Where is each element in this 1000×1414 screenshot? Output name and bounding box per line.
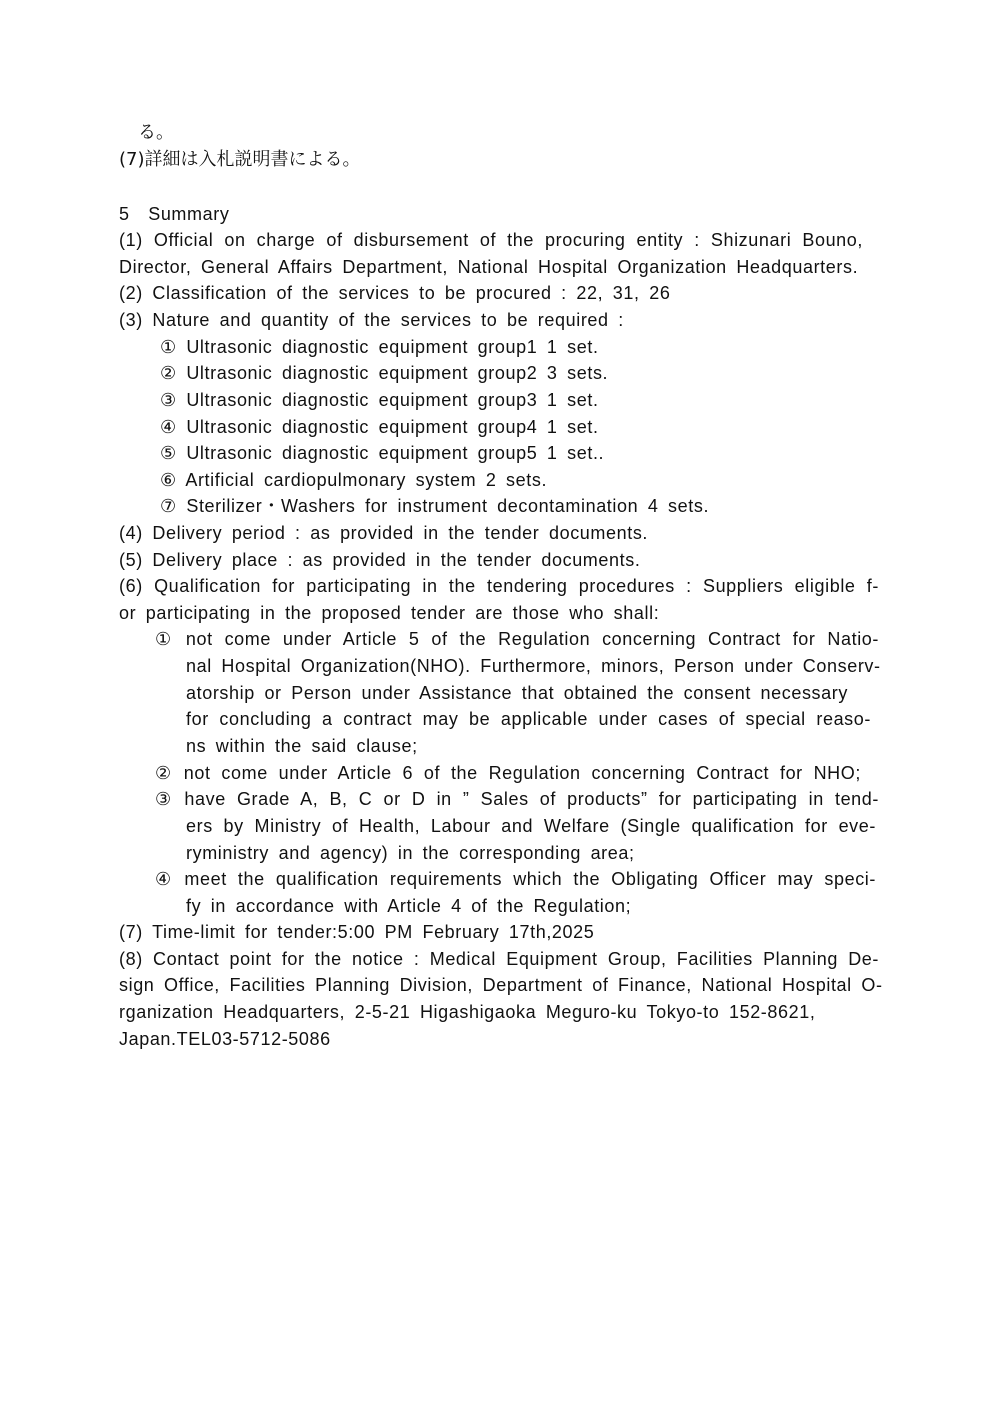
goods-item: ② Ultrasonic diagnostic equipment group2 3 sets.	[160, 363, 609, 383]
qualification-1-line: atorship or Person under Assistance that obtained the consent necessary	[186, 683, 848, 703]
item-8-line: rganization Headquarters, 2-5-21 Higashigaoka Meguro-ku Tokyo-to 152-8621,	[119, 1002, 816, 1022]
qualification-3-line: ers by Ministry of Health, Labour and Welfare (Single qualification for eve-	[186, 816, 876, 836]
goods-item: ③ Ultrasonic diagnostic equipment group3 1 set.	[160, 390, 599, 410]
qualification-1-line: nal Hospital Organization(NHO). Furthermore, minors, Person under Conserv-	[186, 656, 881, 676]
qualification-1-line: ns within the said clause;	[186, 736, 418, 756]
qualification-1-line: for concluding a contract may be applicable under cases of special reaso-	[186, 709, 871, 729]
intro-line-2: (7)詳細は入札説明書による。	[119, 149, 361, 170]
qualification-4-line: ④ meet the qualification requirements which the Obligating Officer may speci-	[155, 869, 876, 889]
item-1-line-b: Director, General Affairs Department, National Hospital Organization Headquarters.	[119, 257, 859, 277]
qualification-2: ② not come under Article 6 of the Regulation concerning Contract for NHO;	[155, 763, 861, 783]
item-8-line: (8) Contact point for the notice : Medical Equipment Group, Facilities Planning De-	[119, 949, 879, 969]
goods-item: ⑤ Ultrasonic diagnostic equipment group5 1 set..	[160, 443, 605, 463]
item-7: (7) Time-limit for tender:5:00 PM February 17th,2025	[119, 922, 595, 942]
item-4: (4) Delivery period : as provided in the tender documents.	[119, 523, 649, 543]
intro-line-1: る。	[138, 122, 174, 143]
item-8-line: sign Office, Facilities Planning Division, Department of Finance, National Hospital O-	[119, 975, 883, 995]
qualification-1-line: ① not come under Article 5 of the Regulation concerning Contract for Natio-	[155, 629, 879, 649]
item-3: (3) Nature and quantity of the services to be required :	[119, 310, 624, 330]
qualification-3-line: ryministry and agency) in the corresponding area;	[186, 843, 635, 863]
item-6-line-b: or participating in the proposed tender are those who shall:	[119, 603, 660, 623]
qualification-3-line: ③ have Grade A, B, C or D in ” Sales of products” for participating in tend-	[155, 789, 879, 809]
item-2: (2) Classification of the services to be procured : 22, 31, 26	[119, 283, 671, 303]
goods-item: ① Ultrasonic diagnostic equipment group1 1 set.	[160, 337, 599, 357]
item-5: (5) Delivery place : as provided in the tender documents.	[119, 550, 641, 570]
section-heading: 5 Summary	[119, 204, 230, 224]
item-8-line: Japan.TEL03-5712-5086	[119, 1029, 331, 1049]
goods-item: ④ Ultrasonic diagnostic equipment group4 1 set.	[160, 417, 599, 437]
item-6-line-a: (6) Qualification for participating in the tendering procedures : Suppliers eligible f-	[119, 576, 879, 596]
qualification-4-line: fy in accordance with Article 4 of the Regulation;	[186, 896, 632, 916]
item-1-line-a: (1) Official on charge of disbursement of the procuring entity : Shizunari Bouno,	[119, 230, 863, 250]
goods-item: ⑥ Artificial cardiopulmonary system 2 sets.	[160, 470, 548, 490]
goods-item: ⑦ Sterilizer・Washers for instrument decontamination 4 sets.	[160, 496, 710, 516]
